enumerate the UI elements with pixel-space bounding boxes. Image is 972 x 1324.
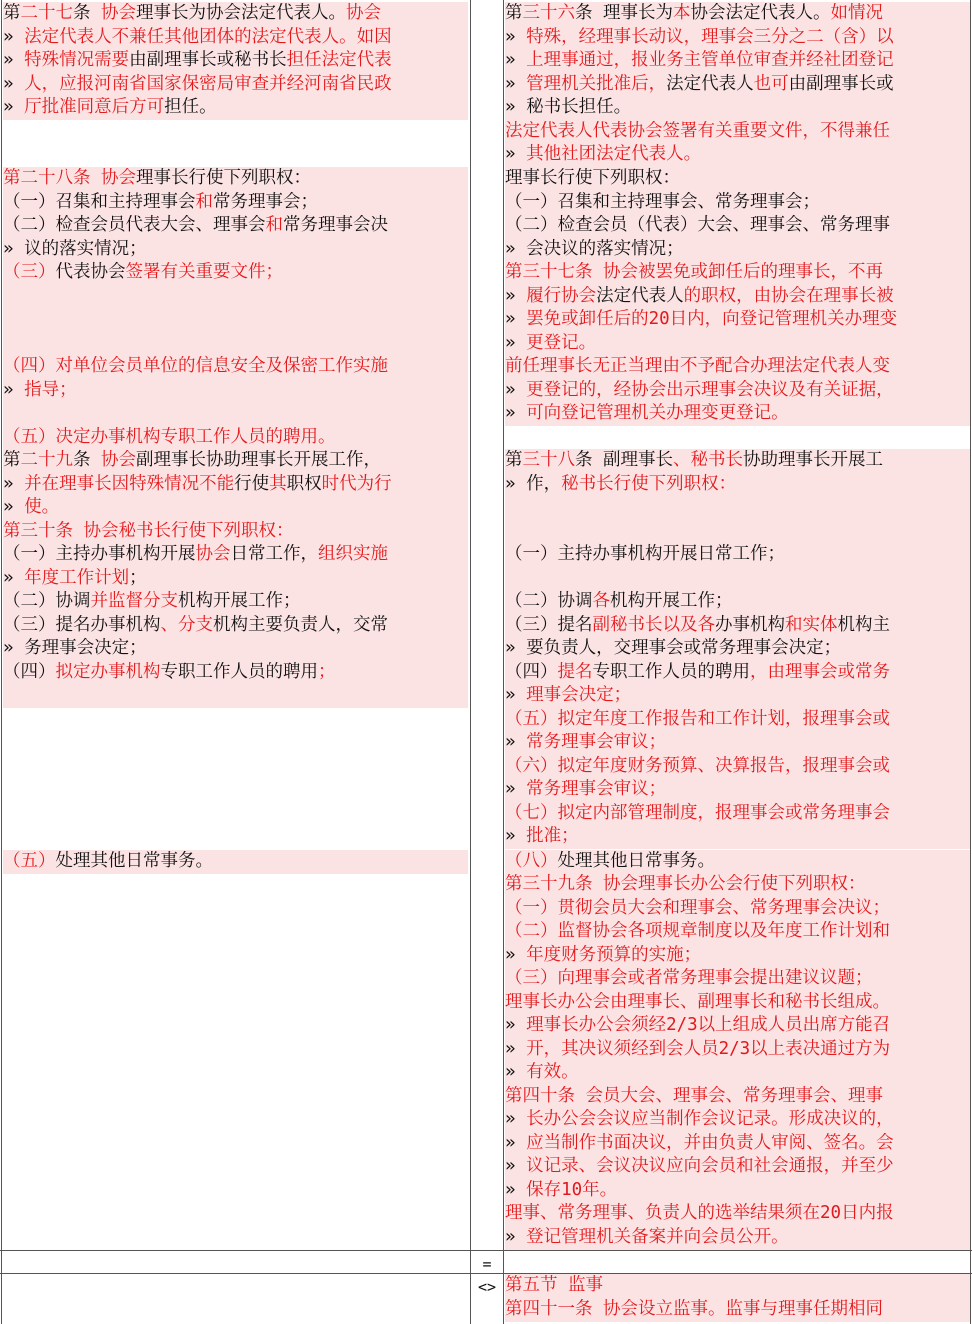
text-segment: 前任理事长无正当理由不予配合办理法定代表人变 bbox=[505, 356, 890, 376]
right-text-line bbox=[505, 2, 970, 26]
text-segment: 第 bbox=[3, 450, 21, 470]
text-segment: » bbox=[505, 1015, 527, 1035]
right-text-line bbox=[505, 191, 970, 215]
text-segment: 第 bbox=[3, 168, 21, 188]
text-segment: 机构开展工作； bbox=[178, 591, 301, 611]
text-segment: » bbox=[505, 1180, 527, 1200]
left-text-line bbox=[3, 590, 468, 614]
text-segment: » 要负责人，交理事会或常务理事会决定； bbox=[505, 638, 842, 658]
text-segment: 担任。 bbox=[164, 97, 217, 117]
text-segment: » bbox=[505, 826, 527, 846]
right-text-line bbox=[505, 1226, 970, 1250]
text-segment: 理事长办公会须经2/3以上组成人员出席方能召 bbox=[526, 1015, 891, 1035]
text-segment: 机构主 bbox=[837, 615, 890, 635]
text-segment: 法定代表人代表协会签署有关重要文件，不得兼任 bbox=[505, 121, 890, 141]
diff-marker: = bbox=[482, 1255, 492, 1273]
text-segment: 管理机关批准后， bbox=[526, 74, 667, 94]
text-segment: 其他社团法定代表人。 bbox=[526, 144, 702, 164]
right-text-line bbox=[505, 238, 970, 262]
left-text-line bbox=[3, 379, 468, 403]
text-segment: （二）监督协会各项规章制度以及年度工作计划和 bbox=[505, 921, 890, 941]
left-text-line bbox=[3, 332, 468, 356]
text-segment: 第四十条 会员大会、理事会、常务理事会、理事 bbox=[505, 1086, 884, 1106]
text-segment: 协会 bbox=[101, 168, 137, 188]
text-segment: » bbox=[505, 74, 527, 94]
right-text-line bbox=[505, 684, 970, 708]
left-text-line bbox=[3, 637, 468, 661]
text-segment: 行使 bbox=[234, 474, 270, 494]
right-text-line bbox=[505, 214, 970, 238]
left-text-line bbox=[3, 308, 468, 332]
right-text-line bbox=[505, 26, 970, 50]
text-segment: 理事长行使下列职权： bbox=[136, 168, 312, 188]
text-segment: 常务理事会审议； bbox=[526, 732, 667, 752]
text-segment: 长办公会会议应当制作会议记录。形成决议的， bbox=[526, 1109, 894, 1129]
text-segment: 第三十七条 协会被罢免或卸任后的理事长，不再 bbox=[505, 262, 884, 282]
right-text-line bbox=[505, 614, 970, 638]
right-text-line bbox=[505, 1085, 970, 1109]
text-segment: 保存10年。 bbox=[526, 1180, 618, 1200]
right-text-line bbox=[505, 897, 970, 921]
text-segment: 由副理事长或 bbox=[788, 74, 894, 94]
text-segment: » bbox=[3, 568, 25, 588]
text-segment: » bbox=[505, 685, 527, 705]
left-text-line bbox=[3, 2, 468, 26]
text-segment: （一）主持办事机构开展 bbox=[3, 544, 196, 564]
text-segment: 处理其他日常事务。 bbox=[557, 851, 715, 871]
text-segment: 并监督分支 bbox=[90, 591, 178, 611]
text-segment: 秘书长行使下列职权： bbox=[561, 474, 737, 494]
left-text-line bbox=[3, 543, 468, 567]
text-segment: » bbox=[505, 1039, 527, 1059]
text-segment: 二十七 bbox=[20, 3, 73, 23]
text-segment: （一）主持办事机构开展日常工作； bbox=[505, 544, 785, 564]
text-segment: 代表协会 bbox=[55, 262, 126, 282]
right-text-line bbox=[505, 1108, 970, 1132]
text-segment: » bbox=[3, 97, 25, 117]
text-segment: 、秘书长 bbox=[673, 450, 744, 470]
right-text-line bbox=[505, 308, 970, 332]
text-segment: 由副理事长或秘书长 bbox=[129, 50, 287, 70]
text-segment: 议记录、会议决议应向会员和社会通报，并至少 bbox=[526, 1156, 894, 1176]
text-segment: （四） bbox=[3, 662, 56, 682]
text-segment: » bbox=[505, 1133, 527, 1153]
right-text-line bbox=[505, 590, 970, 614]
text-segment: ； bbox=[318, 662, 336, 682]
text-segment: » bbox=[3, 74, 25, 94]
right-text-line bbox=[505, 1014, 970, 1038]
text-segment: 常务理事会决 bbox=[283, 215, 388, 235]
column-divider bbox=[503, 0, 504, 1324]
text-segment: » bbox=[3, 474, 25, 494]
text-segment: 协会 bbox=[101, 3, 137, 23]
text-segment: （二）协调 bbox=[3, 591, 91, 611]
left-text-line bbox=[3, 473, 468, 497]
text-segment: 日常工作， bbox=[230, 544, 318, 564]
left-text-line bbox=[3, 402, 468, 426]
text-segment: 并在理事长因特殊情况不能 bbox=[24, 474, 235, 494]
text-segment: » bbox=[505, 1062, 527, 1082]
text-segment: » bbox=[505, 333, 527, 353]
text-segment: （三）向理事会或者常务理事会提出建议议题； bbox=[505, 968, 873, 988]
right-text-line bbox=[505, 708, 970, 732]
text-segment: （二）协调 bbox=[505, 591, 593, 611]
text-segment: 职权 bbox=[286, 474, 322, 494]
text-segment: 二十九 bbox=[20, 450, 73, 470]
left-text-line bbox=[3, 426, 468, 450]
left-text-line bbox=[3, 496, 468, 520]
text-segment: 副理事长协助理事长开展工作， bbox=[136, 450, 382, 470]
text-segment: 提名 bbox=[557, 662, 593, 682]
text-segment: （二）检查会员代表大会、理事会 bbox=[3, 215, 266, 235]
text-segment: 的职权，由协会在理事长被 bbox=[683, 286, 894, 306]
text-segment: 有效。 bbox=[526, 1062, 579, 1082]
text-segment: （五） bbox=[3, 851, 56, 871]
left-text-line bbox=[3, 26, 468, 50]
left-text-line bbox=[3, 661, 468, 685]
right-text-line bbox=[505, 49, 970, 73]
right-text-line bbox=[505, 496, 970, 520]
text-segment: 各 bbox=[592, 591, 610, 611]
left-text-line bbox=[3, 285, 468, 309]
text-segment: 条 副理事长 bbox=[575, 450, 674, 470]
right-text-line bbox=[505, 73, 970, 97]
text-segment: （四）对单位会员单位的信息安全及保密工作实施 bbox=[3, 356, 388, 376]
text-segment: 更登记。 bbox=[526, 333, 597, 353]
left-text-line bbox=[3, 191, 468, 215]
right-text-line bbox=[505, 261, 970, 285]
text-segment: （三）提名 bbox=[505, 615, 593, 635]
right-text-line bbox=[505, 567, 970, 591]
right-text-line bbox=[505, 520, 970, 544]
text-segment: 办事机构 bbox=[715, 615, 785, 635]
right-text-line bbox=[505, 1298, 970, 1322]
text-segment: 上理事通过，报业务主管单位审查并经社团登记 bbox=[526, 50, 894, 70]
left-text-line bbox=[3, 73, 468, 97]
text-segment: 也可 bbox=[753, 74, 789, 94]
text-segment: 法定代表人 bbox=[666, 74, 754, 94]
text-segment: » bbox=[505, 309, 527, 329]
text-segment: » bbox=[3, 380, 25, 400]
right-text-line bbox=[505, 991, 970, 1015]
text-segment: » bbox=[3, 50, 25, 70]
text-segment: 条 理事长为 bbox=[575, 3, 674, 23]
right-text-line bbox=[505, 543, 970, 567]
text-segment: » 作， bbox=[505, 474, 562, 494]
text-segment: » bbox=[505, 144, 527, 164]
text-segment: 协会 bbox=[101, 450, 137, 470]
right-text-line bbox=[505, 755, 970, 779]
text-segment: 法定代表人不兼任其他团体的法定代表人。如因 bbox=[24, 27, 392, 47]
left-text-line bbox=[3, 567, 468, 591]
text-segment: 理事会决定； bbox=[526, 685, 632, 705]
text-segment: 专职工作人员的聘用 bbox=[160, 662, 318, 682]
text-segment: 年度财务预算的实施； bbox=[526, 945, 702, 965]
right-text-line bbox=[505, 1179, 970, 1203]
text-segment: 组织实施 bbox=[318, 544, 388, 564]
right-text-line bbox=[505, 802, 970, 826]
text-segment: 协助理事长开展工 bbox=[743, 450, 884, 470]
text-segment: 理事长为协会法定代表人。 bbox=[136, 3, 347, 23]
right-text-line bbox=[505, 1155, 970, 1179]
text-segment: 协会 bbox=[346, 3, 382, 23]
text-segment: （三）提名办事机构 bbox=[3, 615, 161, 635]
text-segment: 常务理事会； bbox=[213, 192, 318, 212]
text-segment: （一）贯彻会员大会和理事会、常务理事会决议； bbox=[505, 898, 890, 918]
text-segment: 罢免或卸任后的20日内，向登记管理机关办理变 bbox=[526, 309, 898, 329]
text-segment: 更登记的，经协会出示理事会决议及有关证据， bbox=[526, 380, 894, 400]
right-text-line bbox=[505, 637, 970, 661]
text-segment: 机构开展工作； bbox=[610, 591, 733, 611]
text-segment: ； bbox=[129, 568, 147, 588]
text-segment: 第五节 监事 bbox=[505, 1275, 604, 1295]
right-text-line bbox=[505, 473, 970, 497]
right-text-line bbox=[505, 1132, 970, 1156]
right-text-line bbox=[505, 285, 970, 309]
text-segment: （六）拟定年度财务预算、决算报告，报理事会或 bbox=[505, 756, 890, 776]
text-segment: 登记管理机关备案并向会员公开。 bbox=[526, 1227, 789, 1247]
text-segment: 特殊，经理事长动议，理事会三分之二（含）以 bbox=[526, 27, 894, 47]
text-segment: 年度工作计划 bbox=[24, 568, 130, 588]
text-segment: » bbox=[505, 779, 527, 799]
text-segment: 可向登记管理机关办理变更登记。 bbox=[526, 403, 789, 423]
text-segment: 副秘书长以及各 bbox=[592, 615, 715, 635]
right-text-line bbox=[505, 402, 970, 426]
text-segment: 第 bbox=[505, 3, 523, 23]
text-segment: 条 bbox=[73, 450, 102, 470]
text-segment: 法定代表人 bbox=[596, 286, 684, 306]
text-segment: 理事、常务理事、负责人的选举结果须在20日内报 bbox=[505, 1203, 894, 1223]
text-segment: 第三十条 协会秘书长行使下列职权： bbox=[3, 521, 294, 541]
column-divider bbox=[470, 0, 471, 1324]
left-text-line bbox=[3, 261, 468, 285]
left-text-line bbox=[3, 614, 468, 638]
text-segment: 和 bbox=[195, 192, 213, 212]
text-segment: » 务理事会决定； bbox=[3, 638, 147, 658]
right-text-line bbox=[505, 1202, 970, 1226]
left-text-line bbox=[3, 449, 468, 473]
text-segment: 第 bbox=[505, 450, 523, 470]
text-segment: 条 bbox=[73, 168, 102, 188]
left-text-line bbox=[3, 167, 468, 191]
text-segment: » 议的落实情况； bbox=[3, 239, 147, 259]
text-segment: 第三十九条 协会理事长办公会行使下列职权： bbox=[505, 874, 866, 894]
left-text-line bbox=[3, 520, 468, 544]
right-text-line bbox=[505, 731, 970, 755]
right-text-line bbox=[505, 944, 970, 968]
right-text-line bbox=[505, 120, 970, 144]
text-segment: » bbox=[505, 380, 527, 400]
text-segment: 条 bbox=[73, 3, 102, 23]
text-segment: 处理其他日常事务。 bbox=[55, 851, 213, 871]
row-divider bbox=[0, 1250, 972, 1251]
text-segment: 如情况 bbox=[830, 3, 884, 23]
text-segment: 理事长行使下列职权： bbox=[505, 168, 680, 188]
right-text-line bbox=[505, 850, 970, 874]
text-segment: 使。 bbox=[24, 497, 60, 517]
text-segment: 二十八 bbox=[20, 168, 73, 188]
text-segment: （一）召集和主持理事会 bbox=[3, 192, 196, 212]
text-segment: » bbox=[3, 27, 25, 47]
text-segment: » 会决议的落实情况； bbox=[505, 239, 684, 259]
text-segment: » bbox=[505, 403, 527, 423]
text-segment: 特殊情况需要 bbox=[24, 50, 130, 70]
text-segment: （五）决定办事机构专职工作人员的聘用。 bbox=[3, 427, 336, 447]
text-segment: （一）召集和主持理事会、常务理事会； bbox=[505, 192, 820, 212]
left-text-line bbox=[3, 96, 468, 120]
border-right bbox=[970, 0, 971, 1324]
text-segment: 理事长办公会由理事长、副理事长和秘书长组成。 bbox=[505, 992, 890, 1012]
text-segment: 批准； bbox=[526, 826, 579, 846]
text-segment: 担任法定代表 bbox=[286, 50, 392, 70]
text-segment: 其 bbox=[269, 474, 287, 494]
text-segment: 签署有关重要文件； bbox=[125, 262, 283, 282]
border-left bbox=[1, 0, 2, 1324]
right-text-line bbox=[505, 825, 970, 849]
text-segment: 应当制作书面决议，并由负责人审阅、签名。会 bbox=[526, 1133, 894, 1153]
right-text-line bbox=[505, 143, 970, 167]
text-segment: » bbox=[505, 1156, 527, 1176]
right-text-line bbox=[505, 661, 970, 685]
left-text-line bbox=[3, 684, 468, 708]
text-segment: » bbox=[505, 50, 527, 70]
text-segment: » bbox=[505, 286, 527, 306]
text-segment: 人，应报河南省国家保密局审查并经河南省民政 bbox=[24, 74, 392, 94]
text-segment: （七）拟定内部管理制度，报理事会或常务理事会 bbox=[505, 803, 890, 823]
text-segment: 第四十一条 协会设立监事。监事与理事任期相同 bbox=[505, 1299, 884, 1319]
text-segment: 本 bbox=[673, 3, 691, 23]
right-text-line bbox=[505, 355, 970, 379]
text-segment: » bbox=[3, 497, 25, 517]
right-text-line bbox=[505, 920, 970, 944]
text-segment: 协会 bbox=[195, 544, 231, 564]
diff-marker: <> bbox=[477, 1278, 497, 1296]
right-text-line bbox=[505, 873, 970, 897]
text-segment: » bbox=[505, 1109, 527, 1129]
text-segment: 厅批准同意后方可 bbox=[24, 97, 165, 117]
text-segment: » bbox=[505, 27, 527, 47]
right-text-line bbox=[505, 449, 970, 473]
right-text-line bbox=[505, 1038, 970, 1062]
right-text-line bbox=[505, 167, 970, 191]
text-segment: ，由理事会或常务 bbox=[750, 662, 890, 682]
left-text-line bbox=[3, 355, 468, 379]
text-segment: » 秘书长担任。 bbox=[505, 97, 632, 117]
text-segment: 三十六 bbox=[522, 3, 575, 23]
text-segment: 第 bbox=[3, 3, 21, 23]
text-segment: 履行协会 bbox=[526, 286, 597, 306]
text-segment: 三十八 bbox=[522, 450, 575, 470]
right-text-line bbox=[505, 1274, 970, 1298]
text-segment: 机构主要负责人，交常 bbox=[213, 615, 388, 635]
left-text-line bbox=[3, 238, 468, 262]
text-segment: （八） bbox=[505, 851, 558, 871]
text-segment: 专职工作人员的聘用 bbox=[592, 662, 750, 682]
text-segment: 开，其决议须经到会人员2/3以上表决通过方为 bbox=[526, 1039, 891, 1059]
text-segment: 和 bbox=[265, 215, 283, 235]
right-text-line bbox=[505, 967, 970, 991]
text-segment: » bbox=[505, 945, 527, 965]
right-text-line bbox=[505, 96, 970, 120]
text-segment: 时代为行 bbox=[321, 474, 392, 494]
text-segment: 常务理事会审议； bbox=[526, 779, 667, 799]
right-text-line bbox=[505, 379, 970, 403]
text-segment: （三） bbox=[3, 262, 56, 282]
left-text-line bbox=[3, 850, 468, 874]
text-segment: » bbox=[505, 1227, 527, 1247]
text-segment: 指导； bbox=[24, 380, 77, 400]
text-segment: （二）检查会员（代表）大会、理事会、常务理事 bbox=[505, 215, 890, 235]
text-segment: 和实体 bbox=[785, 615, 838, 635]
right-text-line bbox=[505, 1061, 970, 1085]
right-text-line bbox=[505, 332, 970, 356]
text-segment: （四） bbox=[505, 662, 558, 682]
left-text-line bbox=[3, 49, 468, 73]
text-segment: 、分支 bbox=[160, 615, 213, 635]
text-segment: （五）拟定年度工作报告和工作计划，报理事会或 bbox=[505, 709, 890, 729]
text-segment: » bbox=[505, 732, 527, 752]
text-segment: 协会法定代表人。 bbox=[690, 3, 831, 23]
text-segment: 拟定办事机构 bbox=[55, 662, 161, 682]
right-text-line bbox=[505, 778, 970, 802]
left-text-line bbox=[3, 214, 468, 238]
